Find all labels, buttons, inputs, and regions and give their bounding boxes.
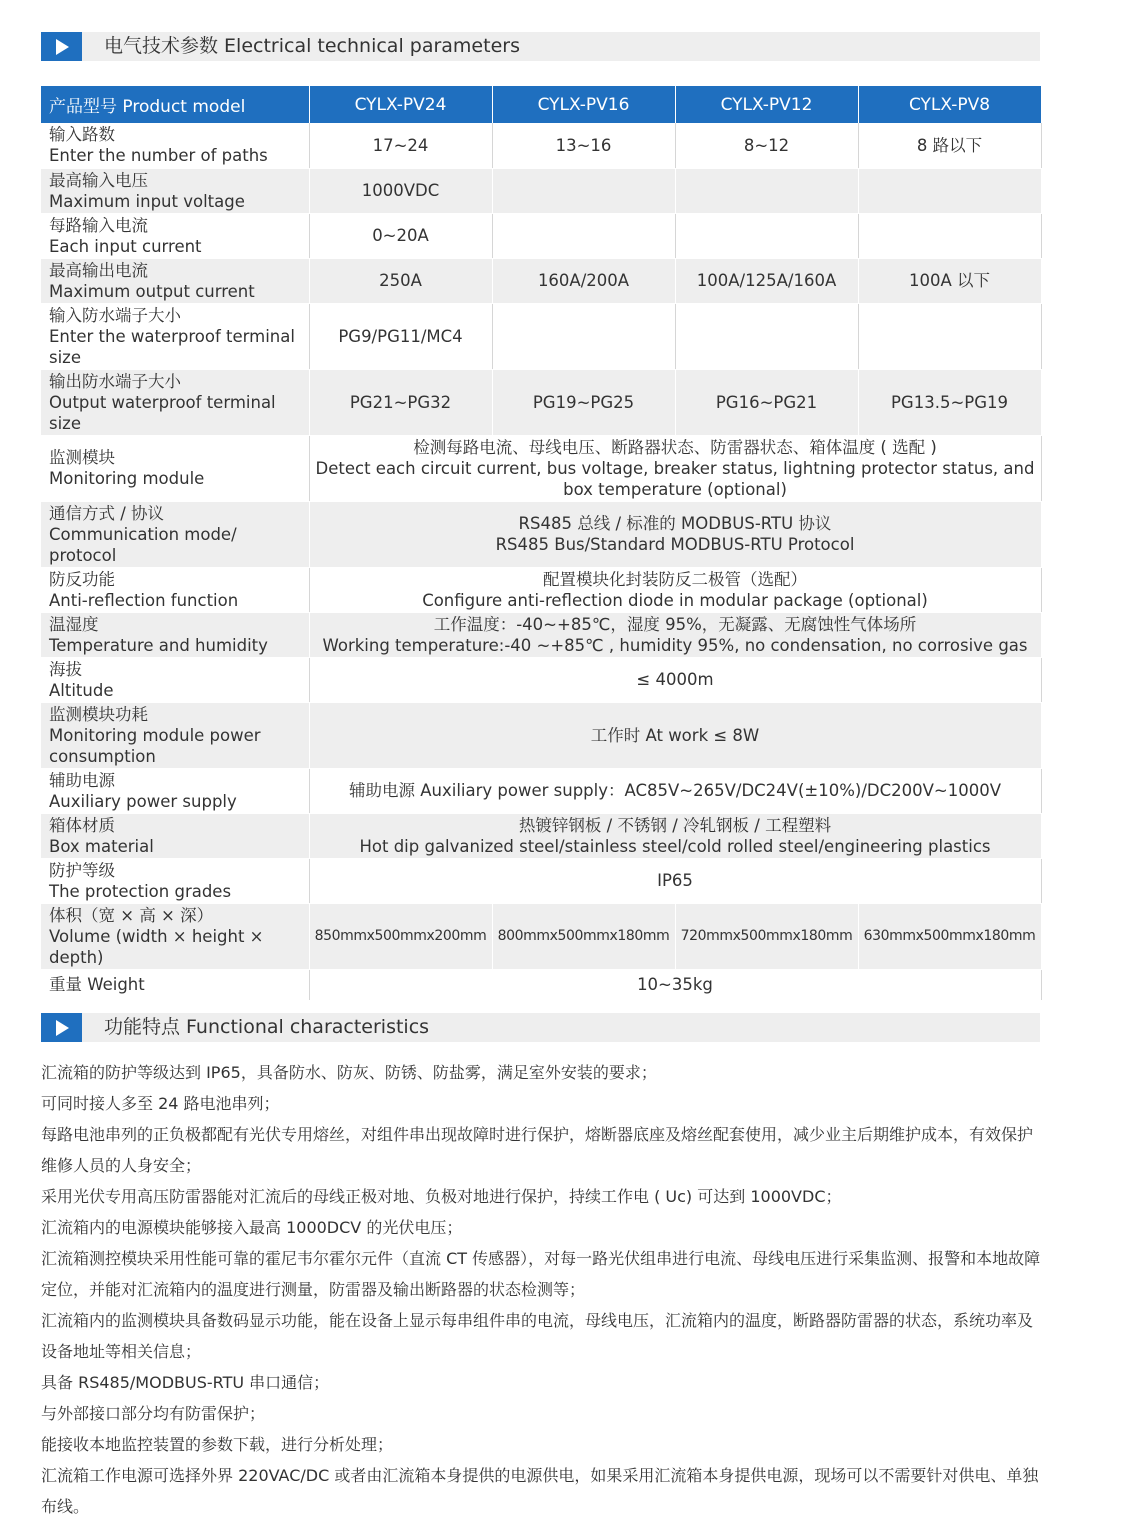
table-row — [41, 435, 1041, 501]
row-label — [41, 969, 309, 1000]
value-cell: 13~16 — [492, 123, 675, 168]
span-value-cell — [309, 567, 1041, 612]
row-label — [41, 258, 309, 303]
value-cell: 8 路以下 — [858, 123, 1041, 168]
table-row — [41, 567, 1041, 612]
label-line: 最高输入电压 — [49, 170, 148, 190]
value-line: ≤ 4000m — [636, 670, 714, 689]
label-line: 监测模块功耗 — [49, 704, 148, 724]
table-row — [41, 858, 1041, 903]
value-cell: 8~12 — [675, 123, 858, 168]
label-line: 监测模块 — [49, 448, 115, 467]
table-row — [41, 657, 1041, 702]
value-cell — [675, 303, 858, 369]
feature-item: 汇流箱工作电源可选择外界 220VAC/DC 或者由汇流箱本身提供的电源供电，如果采用汇流箱本身提供电源，现场可以不需要针对供电、单独布线。 — [41, 1466, 1039, 1516]
label-line: Enter the waterproof terminal — [49, 326, 295, 346]
spec-table — [41, 86, 1042, 1001]
table-row — [41, 768, 1041, 813]
value-line: 热镀锌钢板 / 不锈钢 / 冷轧钢板 / 工程塑料 — [518, 815, 832, 835]
play-arrow-icon — [41, 1013, 82, 1042]
row-label — [41, 567, 309, 612]
section-title: 电气技术参数 Electrical technical parameters — [104, 35, 520, 57]
row-label — [41, 858, 309, 903]
value-line: RS485 总线 / 标准的 MODBUS-RTU 协议 — [518, 514, 832, 533]
label-line: protocol — [49, 545, 117, 565]
row-label — [41, 168, 309, 213]
play-arrow-icon — [41, 32, 82, 61]
row-label — [41, 213, 309, 258]
label-line: Communication mode/ — [49, 524, 237, 544]
value-cell: 720mmx500mmx180mm — [675, 903, 858, 969]
value-line: 检测每路电流、母线电压、断路器状态、防雷器状态、箱体温度 ( 选配 ) — [413, 437, 937, 457]
label-line: 温湿度 — [49, 614, 99, 634]
value-cell — [858, 168, 1041, 213]
label-line: Anti-reflection function — [49, 590, 239, 610]
span-value-cell — [309, 657, 1041, 702]
label-line: Temperature and humidity — [49, 635, 268, 655]
label-line: 输出防水端子大小 — [49, 371, 181, 391]
header-cell: CYLX-PV12 — [675, 86, 858, 123]
table-row — [41, 369, 1041, 435]
value-line: IP65 — [657, 871, 693, 890]
span-value-cell — [309, 969, 1041, 1000]
value-cell: 1000VDC — [309, 168, 492, 213]
value-line: 辅助电源 Auxiliary power supply：AC85V~265V/DC24V(±10%)/DC200V~1000V — [348, 781, 1002, 800]
value-cell: PG21~PG32 — [309, 369, 492, 435]
label-line: 防反功能 — [49, 569, 115, 589]
label-line: 防护等级 — [49, 860, 115, 880]
label-line: Altitude — [49, 680, 114, 700]
feature-item: 与外部接口部分均有防雷保护； — [41, 1404, 266, 1423]
value-line: Detect each circuit current, bus voltage, breaker status, lightning protector status, and — [315, 458, 1035, 478]
value-cell: 160A/200A — [492, 258, 675, 303]
span-value-cell — [309, 501, 1041, 567]
value-cell: PG9/PG11/MC4 — [309, 303, 492, 369]
value-cell: 800mmx500mmx180mm — [492, 903, 675, 969]
value-cell: 0~20A — [309, 213, 492, 258]
row-label — [41, 369, 309, 435]
header-cell: CYLX-PV16 — [492, 86, 675, 123]
label-line: The protection grades — [49, 881, 232, 901]
label-line: Box material — [49, 836, 154, 856]
value-cell: 100A 以下 — [858, 258, 1041, 303]
label-line: 体积（宽 × 高 × 深） — [49, 905, 214, 925]
span-value-cell — [309, 813, 1041, 858]
value-line: 10~35kg — [637, 975, 713, 994]
span-value-cell — [309, 768, 1041, 813]
table-row — [41, 213, 1041, 258]
label-line: 输入路数 — [49, 125, 115, 145]
label-line: 箱体材质 — [49, 815, 115, 835]
value-cell — [675, 213, 858, 258]
feature-item: 每路电池串列的正负极都配有光伏专用熔丝，对组件串出现故障时进行保护，熔断器底座及熔丝配套使用，减少业主后期维护成本，有效保护维修人员的人身安全； — [41, 1125, 1034, 1175]
value-line: Hot dip galvanized steel/stainless steel/cold rolled steel/engineering plastics — [359, 836, 991, 856]
label-line: 海拔 — [49, 659, 82, 679]
value-cell — [858, 303, 1041, 369]
value-cell — [675, 168, 858, 213]
table-row — [41, 969, 1041, 1000]
span-value-cell — [309, 612, 1041, 657]
label-line: 通信方式 / 协议 — [49, 503, 165, 523]
feature-item: 具备 RS485/MODBUS-RTU 串口通信； — [41, 1373, 330, 1392]
label-line: Maximum input voltage — [49, 191, 245, 211]
label-line: 输入防水端子大小 — [49, 305, 181, 325]
value-cell — [492, 213, 675, 258]
feature-list — [41, 1057, 1046, 1522]
feature-item: 可同时接人多至 24 路电池串列； — [41, 1094, 280, 1113]
table-header-row — [41, 86, 1041, 123]
table-row — [41, 258, 1041, 303]
feature-item: 汇流箱内的监测模块具备数码显示功能，能在设备上显示每串组件串的电流，母线电压，汇流箱内的温度，断路器防雷器的状态，系统功率及设备地址等相关信息； — [41, 1311, 1034, 1361]
value-cell — [492, 303, 675, 369]
feature-item: 能接收本地监控装置的参数下载，进行分析处理； — [41, 1435, 394, 1454]
value-cell: PG19~PG25 — [492, 369, 675, 435]
row-label — [41, 123, 309, 168]
value-line: 工作时 At work ≤ 8W — [590, 725, 760, 745]
row-label — [41, 903, 309, 969]
row-label — [41, 702, 309, 768]
label-line: Monitoring module power — [49, 725, 261, 745]
feature-item: 汇流箱的防护等级达到 IP65，具备防水、防灰、防锈、防盐雾，满足室外安装的要求； — [41, 1063, 657, 1082]
value-cell: 250A — [309, 258, 492, 303]
row-label — [41, 768, 309, 813]
header-cell: 产品型号 Product model — [41, 86, 309, 123]
value-cell: 100A/125A/160A — [675, 258, 858, 303]
table-row — [41, 501, 1041, 567]
value-line: RS485 Bus/Standard MODBUS-RTU Protocol — [495, 535, 855, 554]
row-label — [41, 435, 309, 501]
table-row — [41, 612, 1041, 657]
table-row — [41, 702, 1041, 768]
value-cell: PG16~PG21 — [675, 369, 858, 435]
label-line: Enter the number of paths — [49, 146, 268, 166]
label-line: size — [49, 413, 81, 433]
row-label — [41, 612, 309, 657]
label-line: 重量 Weight — [49, 975, 145, 994]
value-cell — [492, 168, 675, 213]
span-value-cell — [309, 858, 1041, 903]
table-row — [41, 123, 1041, 168]
label-line: Volume (width × height × — [49, 926, 264, 946]
row-label — [41, 657, 309, 702]
header-cell: CYLX-PV24 — [309, 86, 492, 123]
value-line: Working temperature:-40 ~+85℃ , humidity 95%, no condensation, no corrosive gas — [322, 635, 1028, 655]
value-line: 配置模块化封装防反二极管（选配） — [543, 569, 807, 589]
feature-item: 采用光伏专用高压防雷器能对汇流后的母线正极对地、负极对地进行保护，持续工作电 ( Uc) 可达到 1000VDC； — [41, 1187, 842, 1206]
label-line: Auxiliary power supply — [49, 791, 237, 811]
label-line: Each input current — [49, 236, 202, 256]
label-line: Monitoring module — [49, 469, 205, 488]
label-line: consumption — [49, 746, 156, 766]
header-cell: CYLX-PV8 — [858, 86, 1041, 123]
section-header-electrical — [41, 32, 1040, 61]
table-row — [41, 903, 1041, 969]
label-line: 每路输入电流 — [49, 215, 148, 235]
table-row — [41, 168, 1041, 213]
section-title: 功能特点 Functional characteristics — [104, 1016, 430, 1038]
label-line: 辅助电源 — [49, 770, 115, 790]
value-cell — [858, 213, 1041, 258]
table-row — [41, 303, 1041, 369]
label-line: size — [49, 347, 81, 367]
feature-item: 汇流箱测控模块采用性能可靠的霍尼韦尔霍尔元件（直流 CT 传感器），对每一路光伏组串进行电流、母线电压进行采集监测、报警和本地故障定位，并能对汇流箱内的温度进行测量，防雷器及输出断路器的状态检测等； — [41, 1249, 1041, 1299]
table-row — [41, 813, 1041, 858]
label-line: 最高输出电流 — [49, 260, 148, 280]
value-line: 工作温度：-40~+85℃，湿度 95%，无凝露、无腐蚀性气体场所 — [433, 614, 917, 634]
feature-item: 汇流箱内的电源模块能够接入最高 1000DCV 的光伏电压； — [41, 1218, 463, 1237]
value-cell: 630mmx500mmx180mm — [858, 903, 1041, 969]
value-cell: 17~24 — [309, 123, 492, 168]
value-cell: PG13.5~PG19 — [858, 369, 1041, 435]
label-line: depth) — [49, 947, 104, 967]
value-line: box temperature (optional) — [563, 479, 787, 499]
row-label — [41, 501, 309, 567]
value-cell: 850mmx500mmx200mm — [309, 903, 492, 969]
row-label — [41, 813, 309, 858]
label-line: Maximum output current — [49, 281, 255, 301]
value-line: Configure anti-reflection diode in modular package (optional) — [422, 590, 928, 610]
section-header-functional — [41, 1013, 1040, 1042]
span-value-cell — [309, 435, 1041, 501]
span-value-cell — [309, 702, 1041, 768]
label-line: Output waterproof terminal — [49, 392, 276, 412]
row-label — [41, 303, 309, 369]
